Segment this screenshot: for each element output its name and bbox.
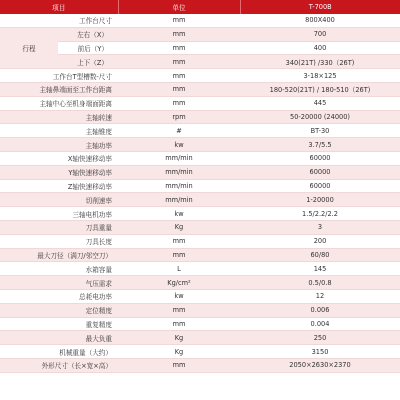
row-value: 3150 bbox=[240, 345, 400, 359]
table-row bbox=[0, 55, 400, 69]
row-name: Z轴快速移动率 bbox=[0, 179, 118, 193]
row-value: 0.004 bbox=[240, 317, 400, 331]
row-name: 工作台尺寸 bbox=[0, 14, 118, 27]
row-name: 外形尺寸（长×宽×高） bbox=[0, 358, 118, 372]
table-row bbox=[0, 289, 400, 303]
row-unit: Kg bbox=[118, 220, 240, 234]
table-header-row bbox=[0, 0, 400, 14]
table-row bbox=[0, 27, 400, 41]
table-row bbox=[0, 82, 400, 96]
row-name: 重复精度 bbox=[0, 317, 118, 331]
row-value: 180-520(21T) / 180-510（26T) bbox=[240, 82, 400, 96]
row-name: 上下（Z） bbox=[58, 55, 118, 69]
row-group-travel: 行程 bbox=[0, 27, 58, 68]
row-name: 前后（Y） bbox=[58, 41, 118, 55]
row-value: BT-30 bbox=[240, 124, 400, 138]
row-value: 700 bbox=[240, 27, 400, 41]
row-unit: mm/min bbox=[118, 179, 240, 193]
table-row bbox=[0, 193, 400, 207]
row-unit: mm bbox=[118, 41, 240, 55]
row-name: 三轴电机功率 bbox=[0, 207, 118, 221]
row-value: 60000 bbox=[240, 179, 400, 193]
row-unit: Kg/cm² bbox=[118, 276, 240, 290]
row-unit: mm/min bbox=[118, 165, 240, 179]
row-unit: L bbox=[118, 262, 240, 276]
row-unit: mm bbox=[118, 27, 240, 41]
row-value: 0.5/0.8 bbox=[240, 276, 400, 290]
header-item: 项目 bbox=[0, 0, 118, 14]
row-value: 60000 bbox=[240, 151, 400, 165]
row-value: 60000 bbox=[240, 165, 400, 179]
row-value: 50-20000 (24000) bbox=[240, 110, 400, 124]
row-unit: mm/min bbox=[118, 193, 240, 207]
row-unit: kw bbox=[118, 289, 240, 303]
table-row bbox=[0, 138, 400, 152]
table-row bbox=[0, 110, 400, 124]
row-value: 145 bbox=[240, 262, 400, 276]
row-unit: mm bbox=[118, 82, 240, 96]
row-name: 刀具重量 bbox=[0, 220, 118, 234]
row-unit: kw bbox=[118, 207, 240, 221]
table-row bbox=[0, 41, 400, 55]
table-row bbox=[0, 345, 400, 359]
row-name: X轴快速移动率 bbox=[0, 151, 118, 165]
table-row bbox=[0, 276, 400, 290]
row-unit: mm/min bbox=[118, 151, 240, 165]
row-value: 3 bbox=[240, 220, 400, 234]
row-unit: mm bbox=[118, 14, 240, 27]
row-name: 机械重量（大约） bbox=[0, 345, 118, 359]
row-name: 最大负重 bbox=[0, 331, 118, 345]
row-name: 主轴锥度 bbox=[0, 124, 118, 138]
row-name: 水箱容量 bbox=[0, 262, 118, 276]
table-row bbox=[0, 14, 400, 27]
table-row bbox=[0, 165, 400, 179]
table-row bbox=[0, 358, 400, 372]
row-name: 气压需求 bbox=[0, 276, 118, 290]
row-value: 3.7/5.5 bbox=[240, 138, 400, 152]
row-value: 340(21T) /330（26T) bbox=[240, 55, 400, 69]
table-row bbox=[0, 179, 400, 193]
table-row bbox=[0, 151, 400, 165]
table-row bbox=[0, 331, 400, 345]
row-unit: mm bbox=[118, 234, 240, 248]
table-row bbox=[0, 220, 400, 234]
header-unit: 单位 bbox=[118, 0, 240, 14]
row-value: 2050×2630×2370 bbox=[240, 358, 400, 372]
row-name: 总耗电功率 bbox=[0, 289, 118, 303]
header-model: T-700B bbox=[240, 0, 400, 14]
row-name: 左右（X） bbox=[58, 27, 118, 41]
row-unit: mm bbox=[118, 317, 240, 331]
row-unit: rpm bbox=[118, 110, 240, 124]
table-row bbox=[0, 262, 400, 276]
row-name: 工作台T型槽数-尺寸 bbox=[0, 69, 118, 83]
row-name: 刀具长度 bbox=[0, 234, 118, 248]
row-unit: Kg bbox=[118, 331, 240, 345]
row-name: 主轴鼻端面至工作台距离 bbox=[0, 82, 118, 96]
row-name: 主轴中心至机身端面距离 bbox=[0, 96, 118, 110]
row-value: 60/80 bbox=[240, 248, 400, 262]
row-unit: mm bbox=[118, 358, 240, 372]
row-name: 定位精度 bbox=[0, 303, 118, 317]
row-value: 250 bbox=[240, 331, 400, 345]
row-unit: # bbox=[118, 124, 240, 138]
table-row bbox=[0, 317, 400, 331]
row-name: 切削速率 bbox=[0, 193, 118, 207]
row-value: 3-18×125 bbox=[240, 69, 400, 83]
row-unit: mm bbox=[118, 55, 240, 69]
row-unit: mm bbox=[118, 248, 240, 262]
table-row bbox=[0, 248, 400, 262]
row-unit: mm bbox=[118, 303, 240, 317]
row-value: 1-20000 bbox=[240, 193, 400, 207]
table-row bbox=[0, 303, 400, 317]
table-row bbox=[0, 124, 400, 138]
row-value: 445 bbox=[240, 96, 400, 110]
row-unit: kw bbox=[118, 138, 240, 152]
row-name: 主轴转速 bbox=[0, 110, 118, 124]
row-name: Y轴快速移动率 bbox=[0, 165, 118, 179]
row-value: 200 bbox=[240, 234, 400, 248]
table-row bbox=[0, 69, 400, 83]
row-value: 400 bbox=[240, 41, 400, 55]
row-unit: mm bbox=[118, 96, 240, 110]
table-row bbox=[0, 234, 400, 248]
row-value: 800X400 bbox=[240, 14, 400, 27]
row-value: 1.5/2.2/2.2 bbox=[240, 207, 400, 221]
row-unit: mm bbox=[118, 69, 240, 83]
row-name: 最大刀径（满刀/邻空刀） bbox=[0, 248, 118, 262]
row-unit: Kg bbox=[118, 345, 240, 359]
row-value: 12 bbox=[240, 289, 400, 303]
row-name: 主轴功率 bbox=[0, 138, 118, 152]
row-value: 0.006 bbox=[240, 303, 400, 317]
table-row bbox=[0, 207, 400, 221]
table-row bbox=[0, 96, 400, 110]
